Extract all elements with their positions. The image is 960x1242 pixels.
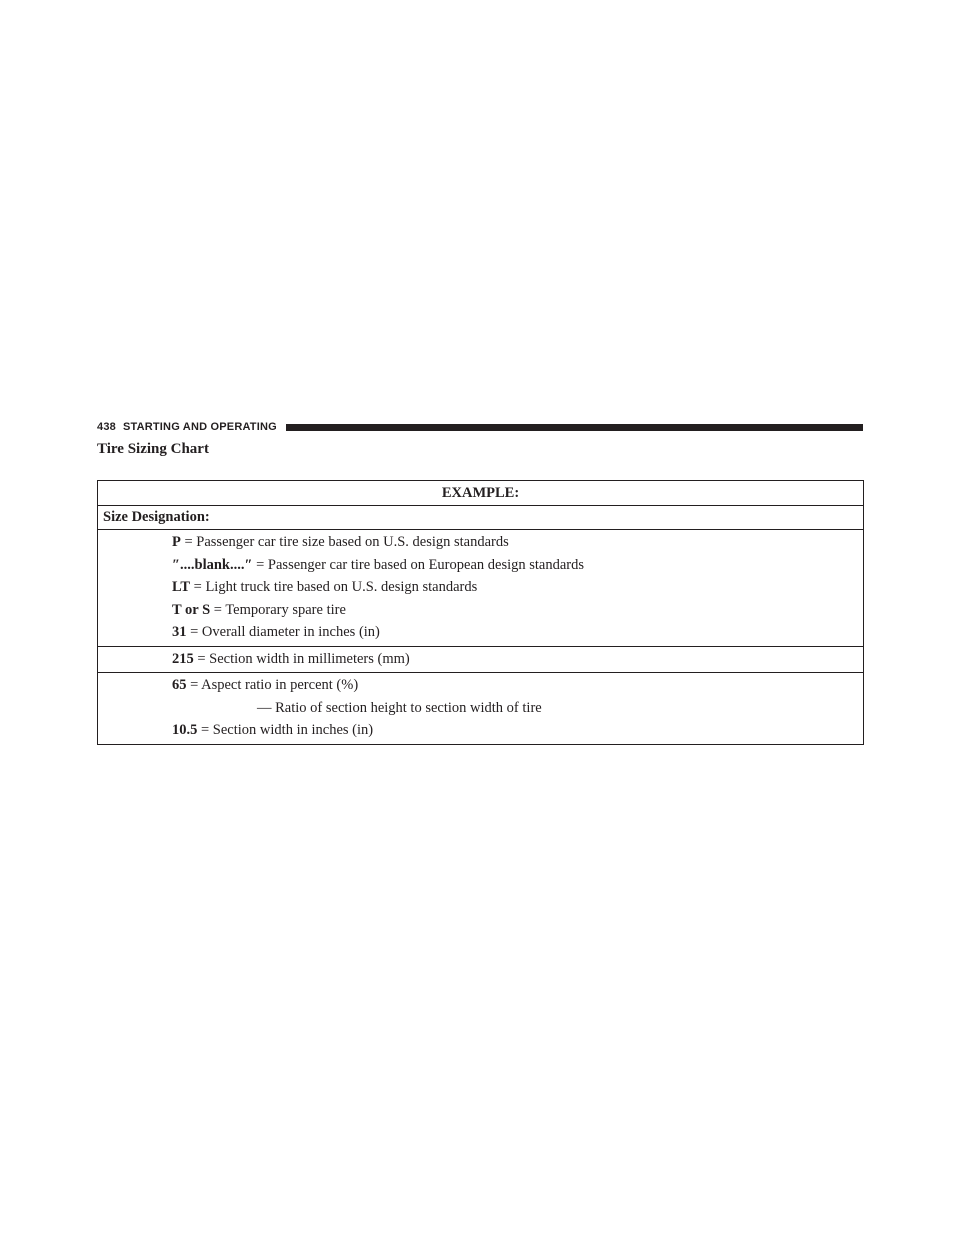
page-title: Tire Sizing Chart: [97, 441, 209, 457]
description: = Temporary spare tire: [210, 601, 346, 618]
size-designation-label: Size Designation:: [98, 506, 864, 530]
term: 215: [172, 650, 194, 667]
term: 10.5: [172, 722, 198, 738]
table-row: [98, 719, 863, 742]
table-row: [98, 599, 863, 622]
tire-sizing-table: [97, 480, 864, 745]
table-row: [98, 531, 863, 554]
group-cell-1: [98, 530, 864, 647]
group-row-2: [98, 646, 864, 673]
table-row: [98, 621, 863, 644]
table-row: [98, 554, 863, 577]
group-row-3: [98, 673, 864, 745]
table-header-row: [98, 481, 864, 506]
description: = Light truck tire based on U.S. design standards: [190, 579, 478, 595]
term: T or S: [172, 601, 211, 618]
size-designation-row: [98, 506, 864, 530]
group-cell-2: [98, 646, 864, 673]
term: P: [172, 534, 181, 550]
term: LT: [172, 579, 191, 595]
description: = Passenger car tire size based on U.S. design standards: [180, 534, 509, 550]
group-row-1: [98, 530, 864, 647]
description: = Overall diameter in inches (in): [186, 624, 380, 640]
description: — Ratio of section height to section width of tire: [257, 699, 542, 716]
table-row: [98, 697, 863, 720]
header-rule: [286, 424, 863, 431]
description: = Section width in inches (in): [197, 722, 374, 738]
section-name: STARTING AND OPERATING: [122, 421, 277, 433]
table-row: [98, 674, 863, 697]
term: 31: [172, 624, 187, 640]
description: = Section width in millimeters (mm): [193, 650, 410, 667]
table-heading: EXAMPLE:: [98, 481, 864, 506]
group-cell-3: [98, 673, 864, 745]
description: = Aspect ratio in percent (%): [186, 677, 359, 693]
term: ″....blank....″: [172, 556, 253, 573]
table-row: [98, 648, 863, 671]
page-number: 438: [97, 421, 116, 433]
description: = Passenger car tire based on European design standards: [252, 556, 585, 573]
term: 65: [172, 677, 187, 693]
table-row: [98, 576, 863, 599]
page-header: [97, 420, 863, 434]
